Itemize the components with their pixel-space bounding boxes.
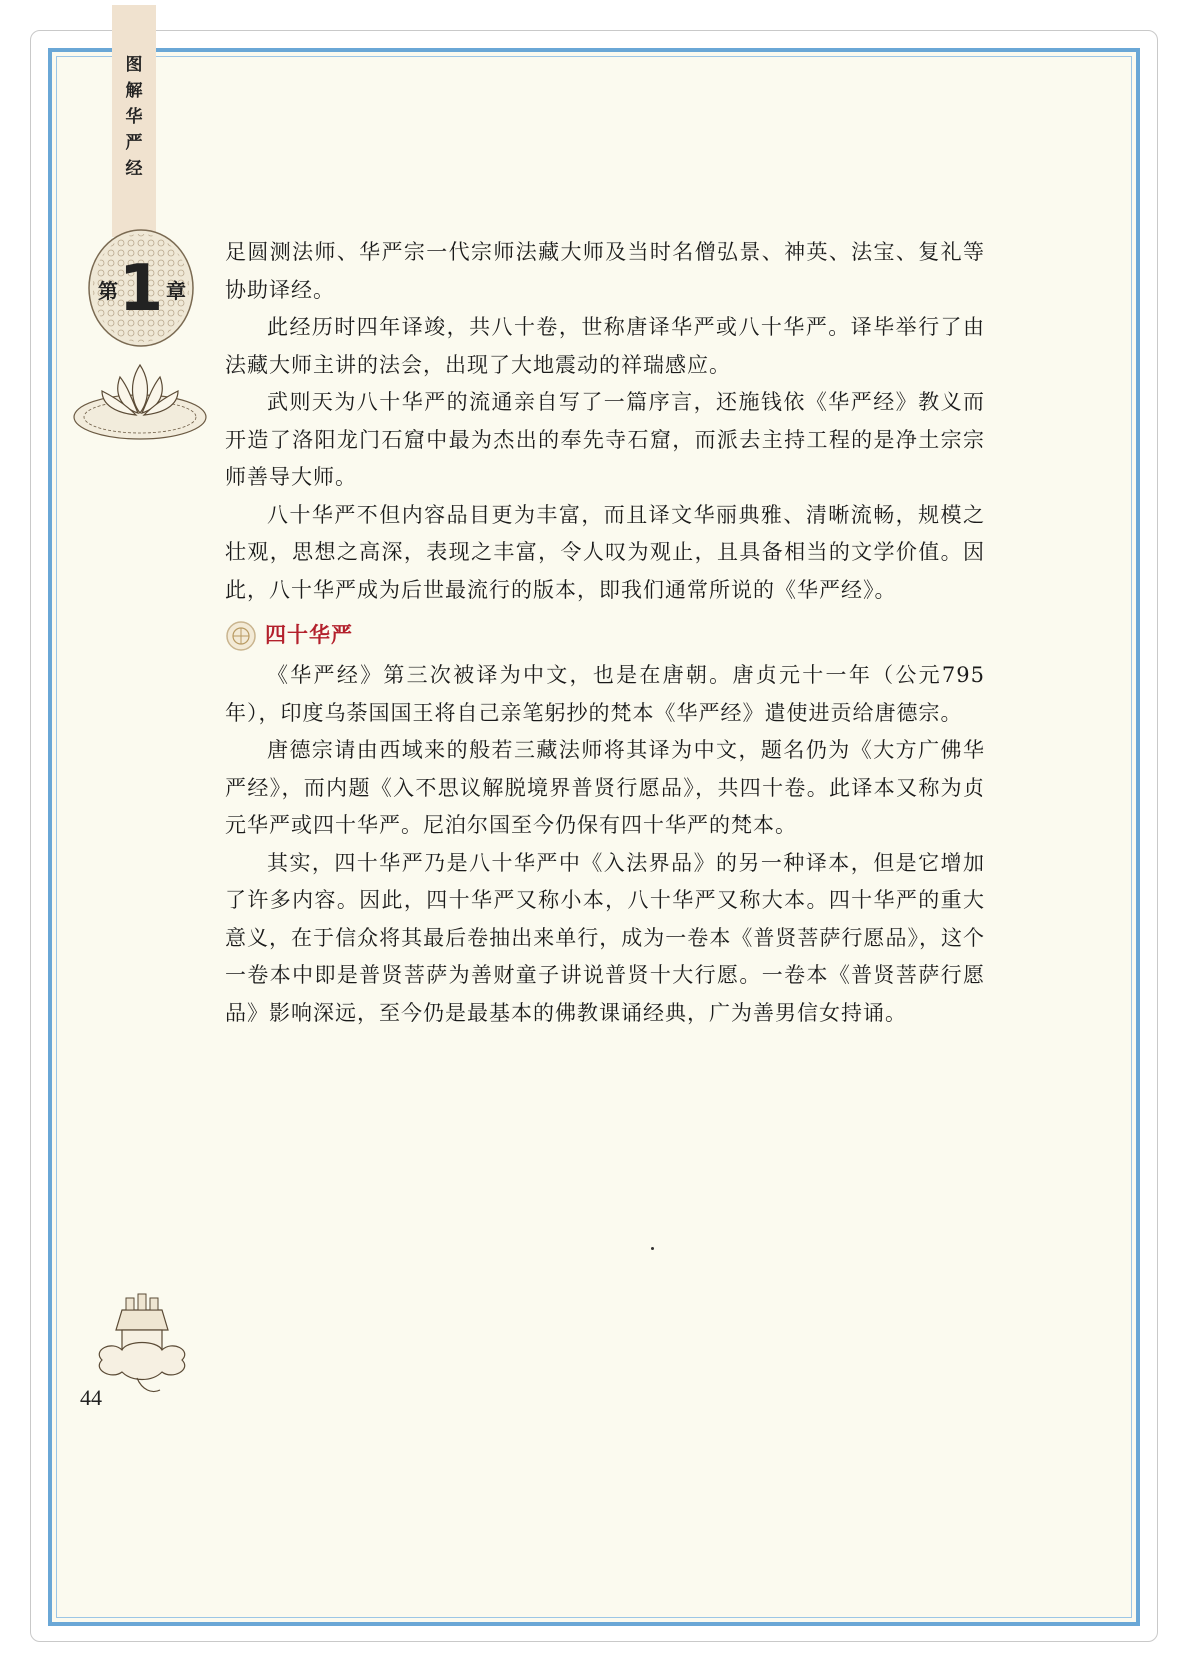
paragraph: 足圆测法师、华严宗一代宗师法藏大师及当时名僧弘景、神英、法宝、复礼等协助译经。 <box>225 240 985 302</box>
print-speck <box>651 1247 654 1250</box>
paragraph: 其实，四十华严乃是八十华严中《入法界品》的另一种译本，但是它增加了许多内容。因此，四十华严又称小本，八十华严又称大本。四十华严的重大意义，在于信众将其最后卷抽出来单行，成为一卷本《普贤菩萨行愿品》，这个一卷本中即是普贤菩萨为善财童子讲说普贤十大行愿。一卷本《普贤菩萨行愿品》影响深远，至今仍是最基本的佛教课诵经典，广为善男信女持诵。 <box>225 850 985 1025</box>
spine-char: 解 <box>125 81 143 101</box>
spine-char: 图 <box>125 55 143 75</box>
page-number: 44 <box>80 1385 102 1410</box>
lotus-icon <box>70 345 210 445</box>
spine-char: 经 <box>125 159 143 179</box>
spine-char: 华 <box>125 107 143 127</box>
chapter-number: 1 <box>118 252 164 326</box>
paragraph: 八十华严不但内容品目更为丰富，而且译文华丽典雅、清晰流畅，规模之壮观，思想之高深，表现之丰富，令人叹为观止，且具备相当的文学价值。因此，八十华严成为后世最流行的版本，即我们通常所说的《华严经》。 <box>225 502 985 602</box>
spine-char: 严 <box>125 133 143 153</box>
paragraph: 《华严经》第三次被译为中文，也是在唐朝。唐贞元十一年（公元795年），印度乌荼国国王将自己亲笔躬抄的梵本《华严经》遣使进贡给唐德宗。 <box>225 663 985 725</box>
paragraph: 此经历时四年译竣，共八十卷，世称唐译华严或八十华严。译毕举行了由法藏大师主讲的法会，出现了大地震动的祥瑞感应。 <box>225 315 985 377</box>
paragraph: 武则天为八十华严的流通亲自写了一篇序言，还施钱依《华严经》教义而开造了洛阳龙门石窟中最为杰出的奉先寺石窟，而派去主持工程的是净土宗宗师善导大师。 <box>225 390 985 489</box>
chapter-suffix: 章 <box>166 279 186 303</box>
paragraph: 唐德宗请由西域来的般若三藏法师将其译为中文，题名仍为《大方广佛华严经》，而内题《入不思议解脱境界普贤行愿品》，共四十卷。此译本又称为贞元华严或四十华严。尼泊尔国至今仍保有四十华严的梵本。 <box>225 738 985 837</box>
chapter-badge <box>86 228 196 358</box>
main-text <box>225 234 985 1032</box>
chapter-prefix: 第 <box>98 279 118 303</box>
section-heading <box>225 615 985 657</box>
dharma-wheel-icon <box>225 620 257 652</box>
spine-title <box>112 52 156 182</box>
section-title: 四十华严 <box>265 623 353 648</box>
